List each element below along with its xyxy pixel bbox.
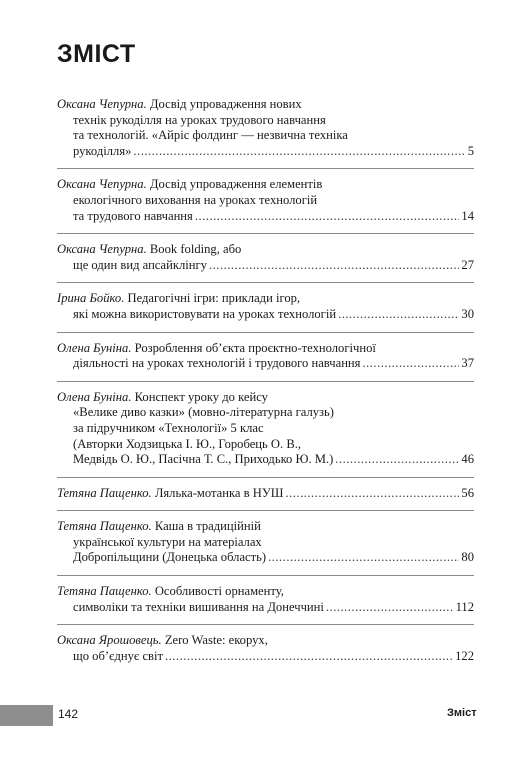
toc-title-end	[57, 486, 283, 502]
toc-entry-first-line	[57, 584, 474, 600]
toc-title-end	[73, 550, 266, 566]
toc-title-line: екологічного виховання на уроках технологій	[73, 192, 318, 207]
toc-dot-leader	[133, 144, 465, 160]
toc-title-line: «Велике диво казки» (мовно-літературна галузь)	[73, 405, 334, 420]
toc-entry	[57, 341, 474, 382]
toc-entry-first-line	[57, 177, 474, 193]
footer-bar	[0, 705, 53, 726]
toc-entry-last-line	[57, 452, 474, 468]
toc-entry-first-line	[57, 97, 474, 113]
toc-title-start: Каша в традиційній	[151, 519, 261, 534]
toc-title-text: діяльності на уроках технологій і трудового навчання	[73, 356, 361, 371]
toc-dot-leader	[362, 356, 459, 372]
footer-section-label: Зміст	[447, 707, 477, 719]
toc-title-end	[73, 209, 193, 225]
toc-title-text: Лялька-мотанка в НУШ	[151, 485, 284, 500]
toc-dot-leader	[209, 258, 459, 274]
toc-page-number: 56	[461, 485, 474, 500]
toc-title-text: які можна використовувати на уроках технологій	[73, 306, 337, 321]
toc-title-line: та технологій. «Айріс фолдинг — незвична техніка	[73, 128, 348, 143]
toc-entry	[57, 97, 474, 169]
toc-author: Тетяна Пащенко.	[57, 584, 152, 599]
toc-page-number: 122	[455, 648, 474, 663]
toc-dot-leader	[268, 550, 459, 566]
toc-title-text: Добропільщини (Донецька область)	[73, 550, 267, 565]
toc-dot-leader	[285, 486, 459, 502]
toc-entry-first-line	[57, 633, 474, 649]
toc-page-number: 112	[455, 599, 474, 614]
toc-title-text: та трудового навчання	[73, 208, 193, 223]
toc-author: Тетяна Пащенко.	[57, 485, 152, 500]
toc-title-start: Досвід упровадження елементів	[146, 177, 323, 192]
toc-entry-last-line	[57, 258, 474, 274]
toc-title-line: (Авторки Ходзицька І. Ю., Горобець О. В.,	[73, 436, 302, 451]
toc-entry-last-line	[57, 550, 474, 566]
toc-page-number: 14	[461, 208, 474, 223]
table-of-contents	[57, 97, 474, 681]
toc-page-number: 30	[461, 306, 474, 321]
toc-title-start: Book folding, або	[146, 242, 242, 257]
toc-page-number: 80	[461, 550, 474, 565]
footer-page-number: 142	[58, 707, 79, 721]
toc-entry-last-line	[57, 144, 474, 160]
toc-entry-first-line	[57, 291, 474, 307]
toc-dot-leader	[165, 649, 453, 665]
toc-entry-last-line	[57, 209, 474, 225]
toc-entry-first-line	[57, 519, 474, 535]
toc-entry-last-line	[57, 600, 474, 616]
toc-page-number: 5	[467, 143, 474, 158]
toc-author: Оксана Чепурна.	[57, 97, 147, 111]
toc-page-number: 27	[461, 257, 474, 272]
toc-author: Оксана Чепурна.	[57, 242, 147, 257]
toc-entry	[57, 633, 474, 673]
toc-title-line: за підручником «Технології» 5 клас	[73, 420, 264, 435]
toc-entry-first-line	[57, 242, 474, 258]
toc-title-end	[73, 649, 163, 665]
toc-title-end	[73, 452, 333, 468]
toc-title-start: Розроблення об’єкта проєктно-технологічної	[131, 340, 376, 355]
toc-entry-first-line	[57, 341, 474, 357]
toc-author: Оксана Ярошовець.	[57, 633, 162, 648]
toc-author: Олена Буніна.	[57, 389, 132, 404]
toc-author: Оксана Чепурна.	[57, 177, 147, 192]
toc-title-text: рукоділля»	[73, 143, 132, 158]
toc-entry-first-line	[57, 390, 474, 406]
toc-title-text: символіки та техніки вишивання на Донеччині	[73, 599, 324, 614]
toc-page-number: 46	[461, 452, 474, 467]
toc-author: Ірина Бойко.	[57, 291, 125, 306]
page-title: ЗМІСТ	[57, 40, 136, 68]
toc-entry-last-line	[57, 356, 474, 372]
toc-title-text: Медвідь О. Ю., Пасічна Т. С., Приходько Ю. М.)	[73, 452, 334, 467]
toc-entry	[57, 242, 474, 283]
toc-entry	[57, 519, 474, 576]
toc-title-line: української культури на матеріалах	[73, 534, 262, 549]
toc-entry	[57, 390, 474, 478]
toc-title-start: Конспект уроку до кейсу	[131, 389, 268, 404]
toc-title-text: ще один вид апсайклінгу	[73, 257, 207, 272]
toc-entry	[57, 177, 474, 234]
toc-title-end	[73, 307, 336, 323]
toc-title-line: технік рукоділля на уроках трудового навчання	[73, 112, 326, 127]
toc-dot-leader	[335, 452, 459, 468]
toc-entry	[57, 486, 474, 512]
toc-page-number: 37	[461, 356, 474, 371]
toc-title-end	[73, 144, 131, 160]
toc-author: Олена Буніна.	[57, 340, 132, 355]
toc-title-start: Zero Waste: екорух,	[161, 633, 268, 648]
toc-dot-leader	[338, 307, 459, 323]
toc-title-start: Педагогічні ігри: приклади ігор,	[124, 291, 301, 306]
toc-entry-last-line	[57, 486, 474, 502]
toc-entry	[57, 584, 474, 625]
toc-dot-leader	[326, 600, 454, 616]
toc-entry-last-line	[57, 307, 474, 323]
toc-title-end	[73, 600, 324, 616]
toc-entry	[57, 291, 474, 332]
toc-entry-last-line	[57, 649, 474, 665]
toc-title-start: Особливості орнаменту,	[151, 584, 284, 599]
toc-author: Тетяна Пащенко.	[57, 519, 152, 534]
toc-title-text: що об’єднує світ	[73, 648, 163, 663]
toc-title-end	[73, 258, 207, 274]
toc-title-end	[73, 356, 360, 372]
toc-title-start: Досвід упровадження нових	[146, 97, 302, 111]
toc-dot-leader	[195, 209, 460, 225]
